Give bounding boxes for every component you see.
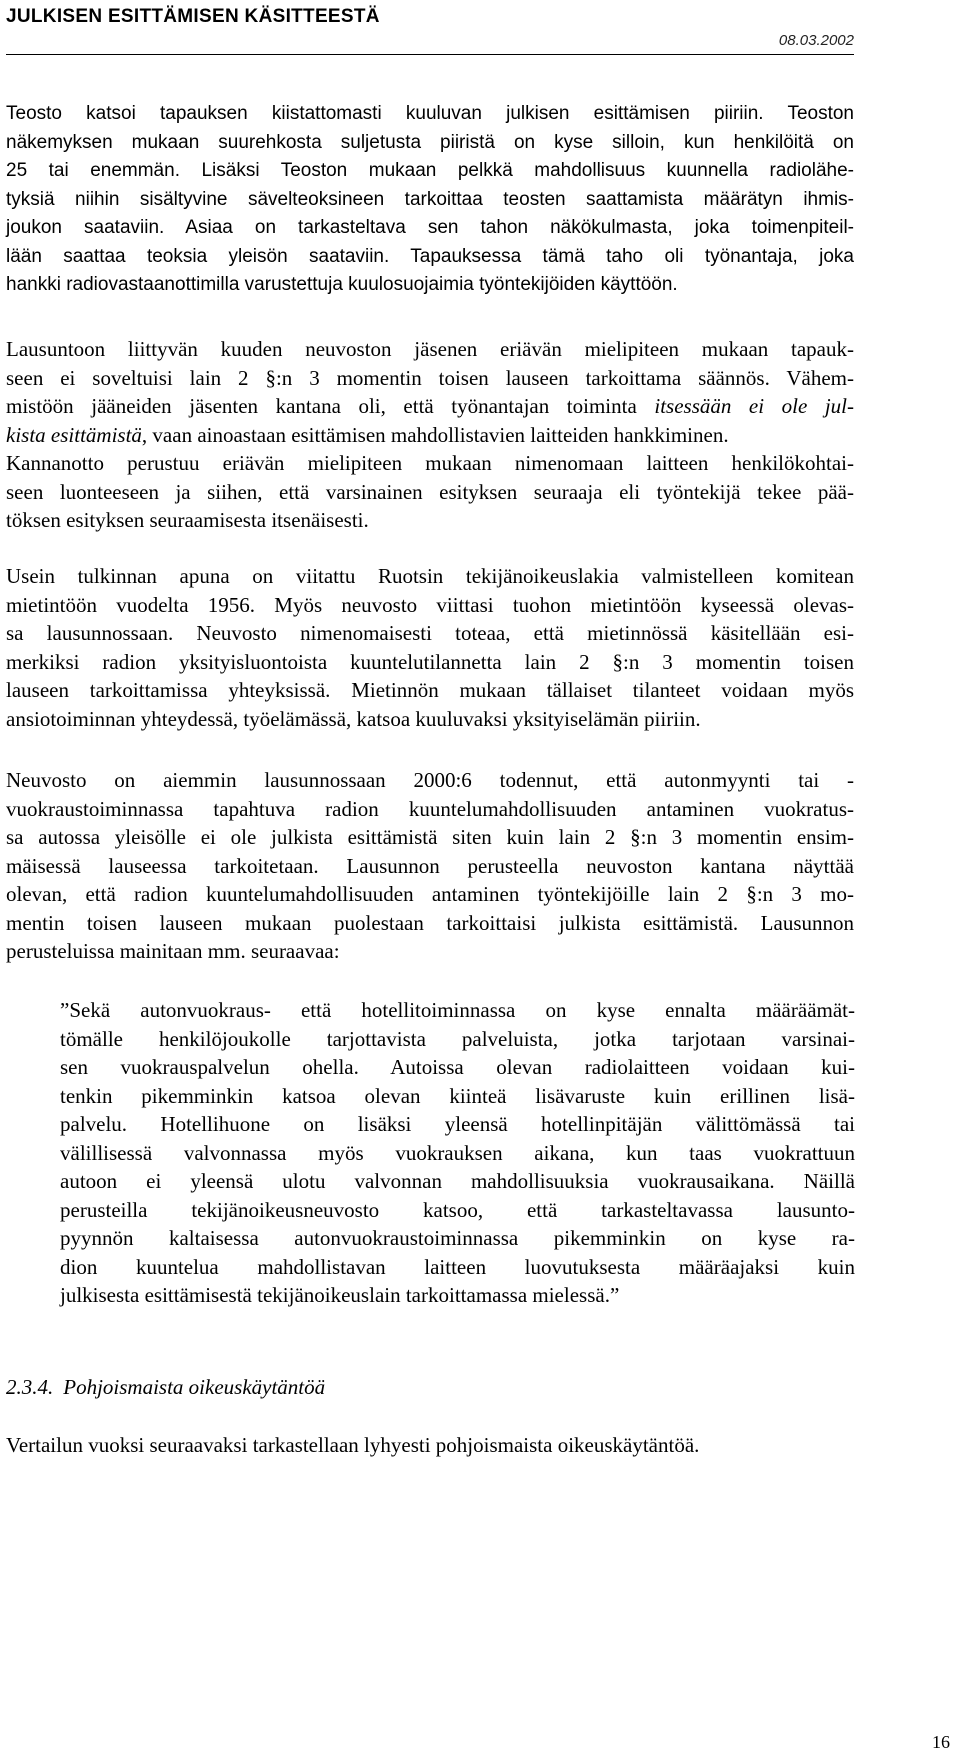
- text-line: sa autossa yleisölle ei ole julkista esittämistä siten kuin lain 2 §:n 3 momentin ensim-: [6, 825, 854, 849]
- quote-line: dion kuuntelua mahdollistavan laitteen luovutuksesta määräajaksi kuin: [60, 1254, 855, 1279]
- text-line: Kannanotto perustuu eriävän mielipiteen mukaan nimenomaan laitteen henkilökohtai-: [6, 451, 854, 475]
- text-line: joukon saataviin. Asiaa on tarkasteltava sen tahon näkökulmasta, joka toimenpiteil-: [6, 217, 854, 238]
- paragraph-5: [6, 1431, 854, 1460]
- paragraph-3: [6, 562, 854, 733]
- quote-line: tenkin pikemminkin katsoa olevan kiinteä lisävaruste kuin erillinen lisä-: [60, 1083, 855, 1108]
- emphasis-text: kista esittämistä: [6, 422, 142, 447]
- text-line: [6, 421, 854, 450]
- section-title: Pohjoismaista oikeuskäytäntöä: [63, 1375, 326, 1399]
- quote-line: autoon ei yleensä ulotu valvonnan mahdollisuuksia vuokrausaikana. Näillä: [60, 1169, 855, 1193]
- text-line: ansiotoiminnan yhteydessä, työelämässä, katsoa kuuluvaksi yksityiselämän piiriin.: [6, 706, 701, 731]
- text-line: Neuvosto on aiemmin lausunnossaan 2000:6 todennut, että autonmyynti tai -: [6, 768, 854, 792]
- text-line: tyksiä niihin sisältyvine sävelteoksineen tarkoittaa teosten saattamista määrätyn ihmis-: [6, 188, 854, 210]
- quote-line: tömälle henkilöjoukolle tarjottavista palveluista, jotka tarjotaan varsinai-: [60, 1026, 855, 1051]
- paragraph-2: [6, 335, 854, 535]
- emphasis-text: itsessään ei ole jul-: [654, 394, 855, 418]
- text-line: vuokraustoiminnassa tapahtuva radion kuuntelumahdollisuuden antaminen vuokratus-: [6, 796, 854, 821]
- text-line: lään saattaa teoksia yleisön saataviin. Tapauksessa tämä taho oli työnantaja, joka: [6, 245, 854, 267]
- text-line: olevan, että radion kuuntelumahdollisuuden antaminen työntekijöille lain 2 §:n 3 mo-: [6, 882, 854, 906]
- block-quote: [60, 996, 855, 1310]
- text-line: näkemyksen mukaan suurehkosta suljetusta piiristä on kyse silloin, kun henkilöitä on: [6, 131, 854, 153]
- header-title: JULKISEN ESITTÄMISEN KÄSITTEESTÄ: [6, 6, 380, 27]
- quote-line: perusteilla tekijänoikeusneuvosto katsoo, että tarkasteltavassa lausunto-: [60, 1197, 855, 1222]
- quote-line: ”Sekä autonvuokraus- että hotellitoiminnassa on kyse ennalta määräämät-: [60, 998, 855, 1022]
- paragraph-1: [6, 100, 854, 300]
- text-line: Teosto katsoi tapauksen kiistattomasti kuuluvan julkisen esittämisen piiriin. Teoston: [6, 103, 854, 124]
- text-line: perusteluissa mainitaan mm. seuraavaa:: [6, 939, 340, 963]
- text-line: [6, 392, 854, 421]
- quote-line: sen vuokrauspalvelun ohella. Autoissa olevan radiolaitteen voidaan kui-: [60, 1055, 855, 1079]
- text-line: mentin toisen lauseen mukaan puolestaan tarkoittaisi julkista esittämistä. Lausunnon: [6, 910, 854, 935]
- text-line: töksen esityksen seuraamisesta itsenäisesti.: [6, 508, 369, 532]
- page-number: 16: [932, 1732, 950, 1752]
- text-line: merkiksi radion yksityisluontoista kuuntelutilannetta lain 2 §:n 3 momentin toisen: [6, 649, 854, 674]
- text-line: lauseen tarkoittamissa yhteyksissä. Mietinnön mukaan tällaiset tilanteet voidaan myös: [6, 678, 854, 702]
- quote-line: palvelu. Hotellihuone on lisäksi yleensä hotellinpitäjän välittömässä tai: [60, 1112, 855, 1136]
- text-line: hankki radiovastaanottimilla varustettuja kuulosuojaimia työntekijöiden käyttöön.: [6, 274, 678, 295]
- text-span: mistöön jääneiden jäsenten kantana oli, että työnantajan toiminta: [6, 394, 655, 418]
- text-line: seen ei soveltuisi lain 2 §:n 3 momentin toisen lauseen tarkoittama säännös. Vähem-: [6, 365, 854, 390]
- section-heading: [6, 1375, 325, 1400]
- text-line: sa lausunnossaan. Neuvosto nimenomaisesti toteaa, että mietinnössä käsitellään esi-: [6, 621, 854, 645]
- text-line: seen luonteeseen ja siihen, että varsinainen esityksen seuraaja eli työntekijä tekee pää-: [6, 479, 854, 504]
- text-line: Vertailun vuoksi seuraavaksi tarkastellaan lyhyesti pohjoismaista oikeuskäytäntöä.: [6, 1433, 700, 1457]
- page-header: [6, 4, 854, 55]
- text-line: Usein tulkinnan apuna on viitattu Ruotsin tekijänoikeuslakia valmistelleen komitean: [6, 564, 854, 588]
- text-line: mäisessä lauseessa tarkoitetaan. Lausunnon perusteella neuvoston kantana näyttää: [6, 853, 854, 878]
- text-span: , vaan ainoastaan esittämisen mahdollistavien laitteiden hankkiminen.: [141, 422, 729, 447]
- text-line: Lausuntoon liittyvän kuuden neuvoston jäsenen eriävän mielipiteen mukaan tapauk-: [6, 337, 854, 361]
- text-line: mietintöön vuodelta 1956. Myös neuvosto viittasi tuohon mietintöön kyseessä olevas-: [6, 592, 854, 617]
- quote-line: pyynnön kaltaisessa autonvuokraustoiminnassa pikemminkin on kyse ra-: [60, 1226, 855, 1250]
- section-number: 2.3.4.: [6, 1375, 54, 1399]
- text-line: 25 tai enemmän. Lisäksi Teoston mukaan pelkkä mahdollisuus kuunnella radiolähe-: [6, 160, 854, 181]
- quote-line: välillisessä valvonnassa myös vuokrauksen aikana, kun taas vuokrattuun: [60, 1140, 855, 1165]
- paragraph-4: [6, 766, 854, 966]
- quote-line: julkisesta esittämisestä tekijänoikeuslain tarkoittamassa mielessä.”: [60, 1283, 620, 1307]
- header-date: 08.03.2002: [778, 32, 854, 49]
